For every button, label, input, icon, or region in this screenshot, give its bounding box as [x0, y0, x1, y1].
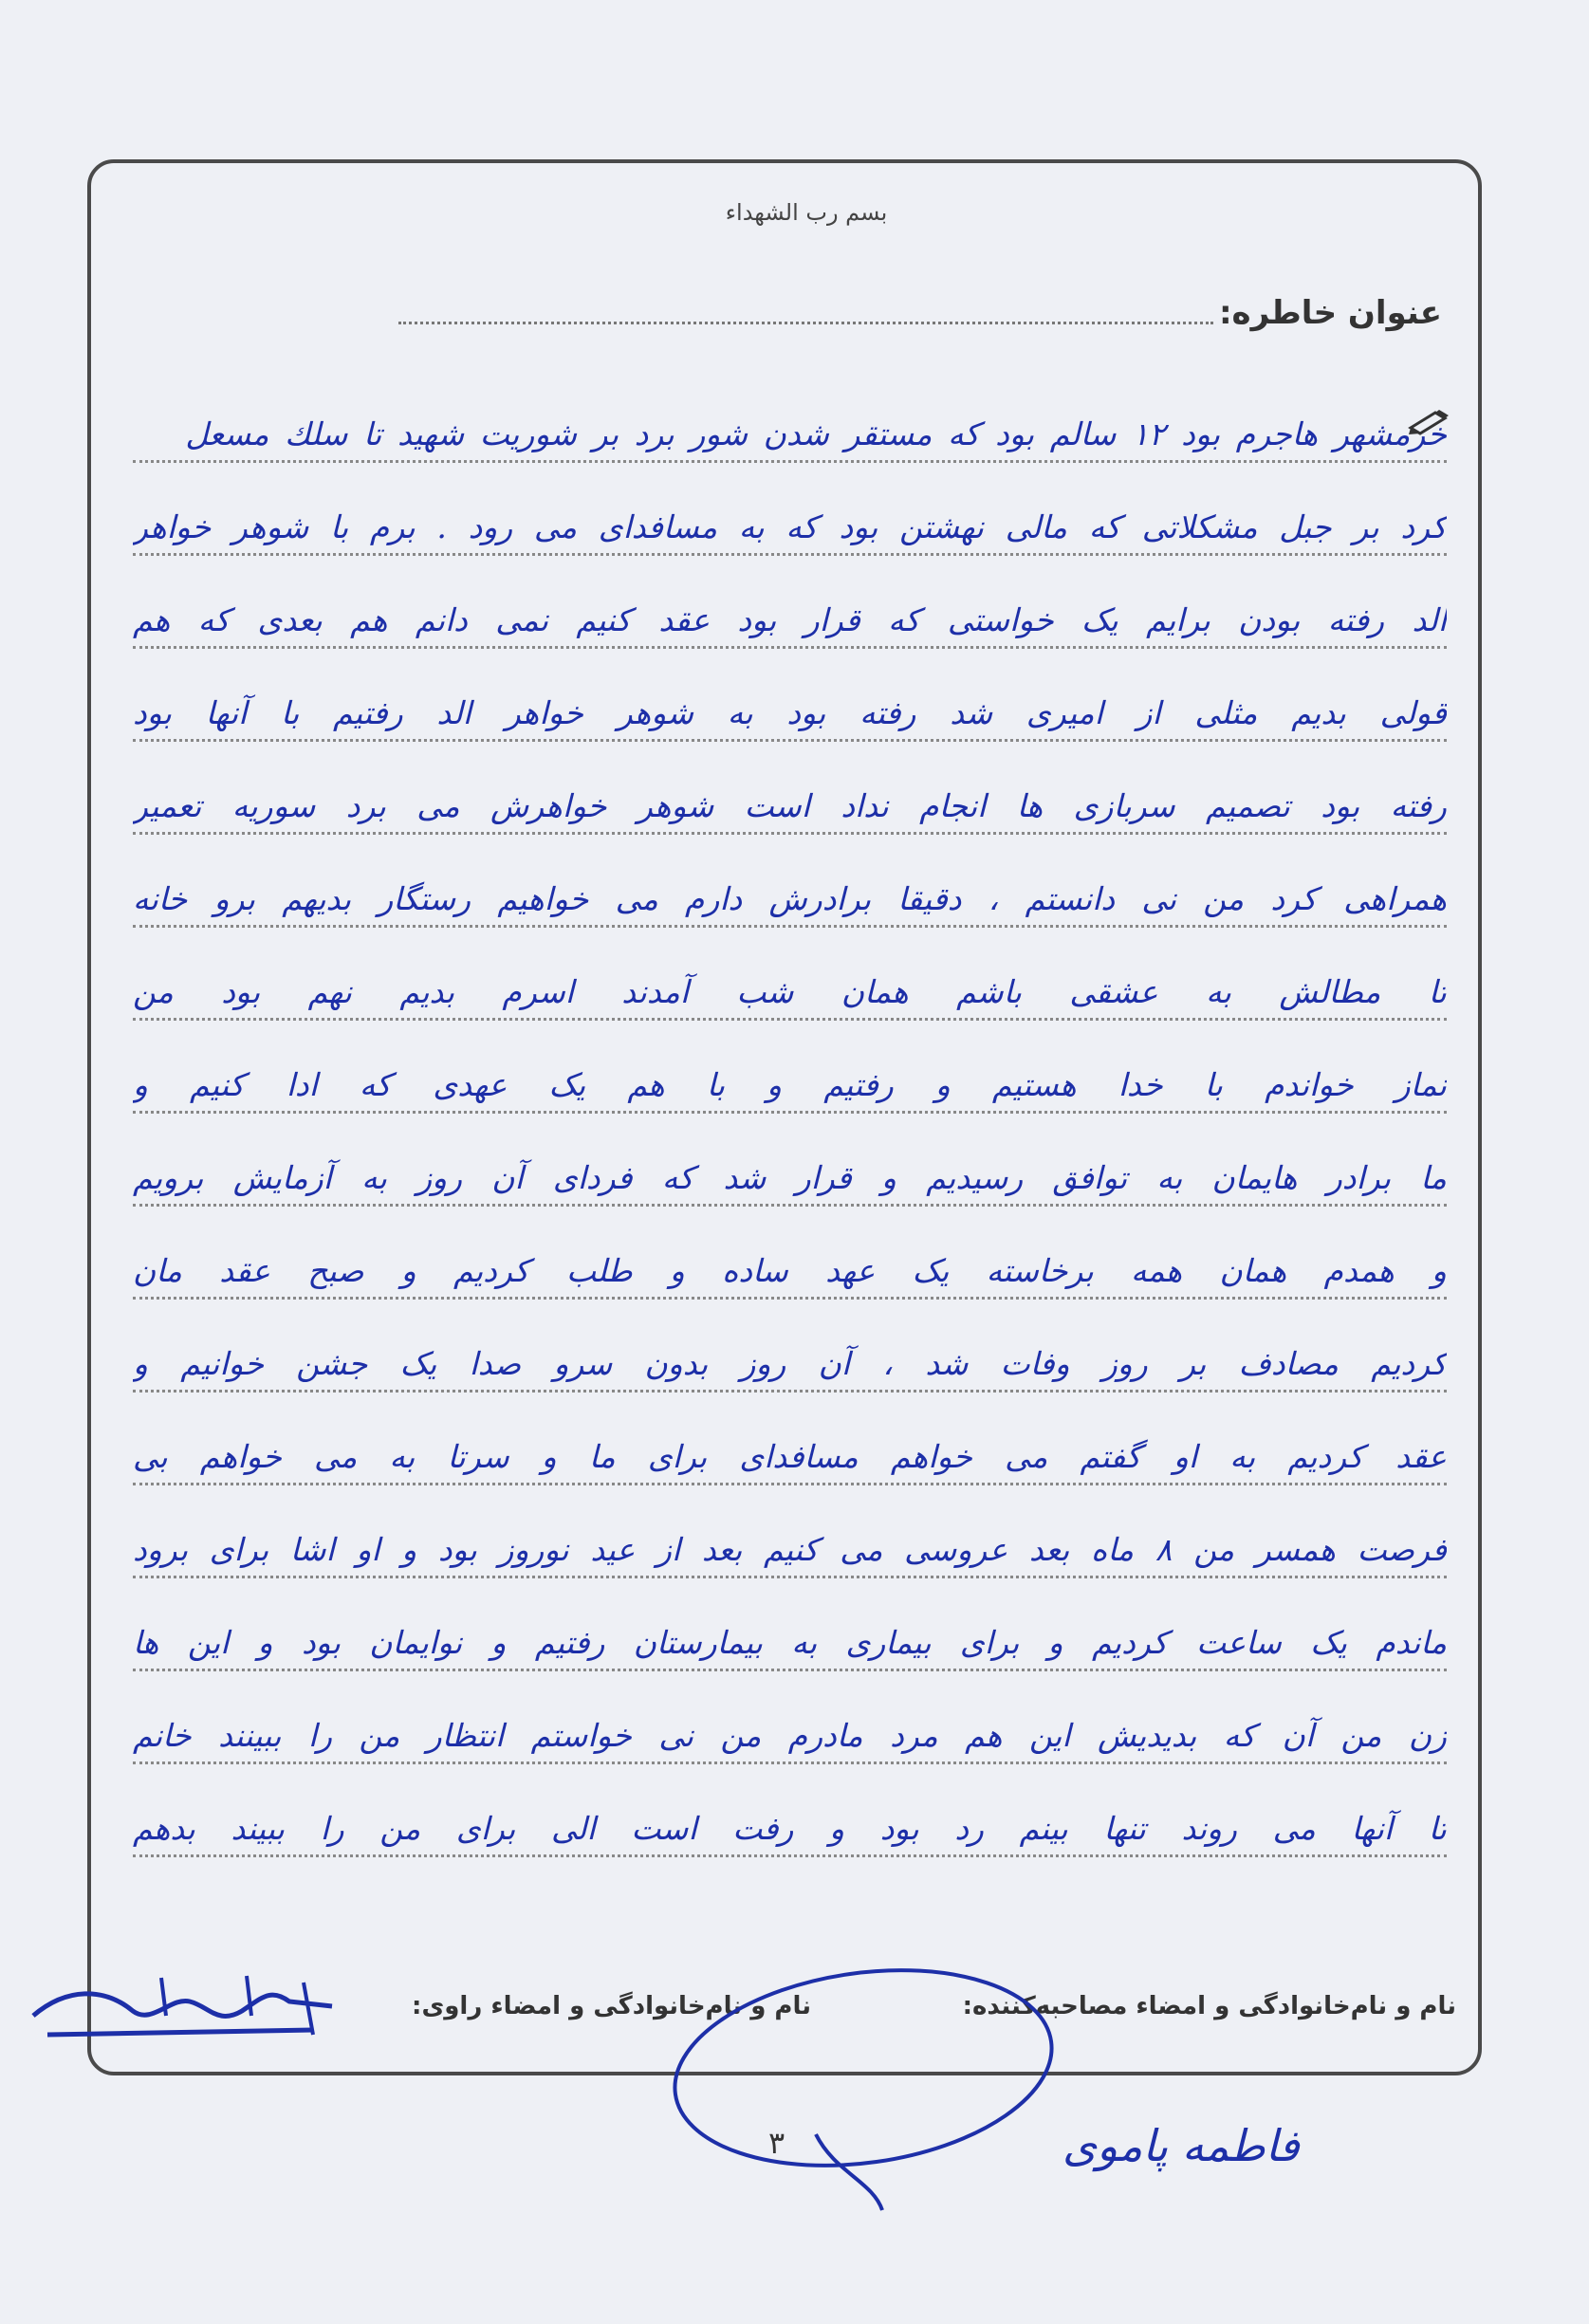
memoir-title-row	[398, 285, 1442, 332]
memoir-line	[133, 370, 1447, 463]
narrator-label: نام و نام‌خانوادگی و امضاء راوی:	[412, 1992, 811, 2020]
narrator-signature	[28, 1959, 342, 2073]
memoir-line-text: و همدم همان همه برخاسته یک عهد ساده و طلب کردیم و صبح عقد مان	[133, 1252, 1447, 1289]
memoir-line	[133, 1021, 1447, 1114]
memoir-line-text: عقد کردیم به او گفتم می خواهم مسافدای برای ما و سرتا به می خواهم بی	[133, 1438, 1447, 1475]
memoir-line-text: قولی بدیم مثلی از امیری شد رفته بود به شوهر خواهر الد رفتیم با آنها بود	[133, 694, 1447, 731]
interviewer-label: نام و نام‌خانوادگی و امضاء مصاحبه‌کننده:	[962, 1992, 1456, 2020]
memoir-line	[133, 1114, 1447, 1207]
memoir-line	[133, 1485, 1447, 1578]
memoir-line-text: تا آنها می روند تنها بینم رد بود و رفت است الی برای من را ببیند بدهم	[133, 1810, 1447, 1847]
memoir-line-text: ما برادر هایمان به توافق رسیدیم و قرار شد که فردای آن روز به آزمایش برویم	[133, 1159, 1447, 1196]
memoir-title-label: عنوان خاطره:	[1218, 294, 1442, 332]
memoir-line	[133, 1300, 1447, 1393]
memoir-line-text: ماندم یک ساعت کردیم و برای بیماری به بیمارستان رفتیم و نوایمان بود و این ها	[133, 1624, 1447, 1661]
memoir-line-text: الد رفته بودن برایم یک خواستی که قرار بود عقد کنیم نمی دانم هم بعدی که هم	[133, 601, 1447, 638]
memoir-line	[133, 463, 1447, 556]
memoir-line-text: رفته بود تصمیم سربازی ها انجام نداد است شوهر خواهرش می برد سوریه تعمیر	[133, 787, 1447, 824]
memoir-line-text: خرمشهر هاجرم بود ۱۲ سالم بود که مستقر شدن شور برد بر شوریت شهید تا سلك مسعل	[185, 415, 1447, 452]
memoir-line	[133, 649, 1447, 742]
memoir-line	[133, 835, 1447, 928]
memoir-line-text: کردیم مصادف بر روز وفات شد ، آن روز بدون سرو صدا یک جشن خوانیم و	[133, 1345, 1447, 1382]
title-dotted-line	[398, 322, 1213, 324]
memoir-line	[133, 1393, 1447, 1485]
memoir-line-text: کرد بر جبل مشکلاتی که مالی نهشتن بود که به مسافدای می رود . برم با شوهر خواهر	[133, 508, 1447, 545]
interviewer-signature	[626, 1954, 1119, 2220]
memoir-line	[133, 1764, 1447, 1857]
page-number: ۳	[768, 2125, 785, 2161]
memoir-line-text: زن من آن که بدیدیش این هم مرد مادرم من نی خواستم انتظار من را ببینند خانم	[133, 1717, 1447, 1754]
memoir-line	[133, 1207, 1447, 1300]
memoir-line	[133, 1671, 1447, 1764]
memoir-line-text: تا مطالش به عشقی باشم همان شب آمدند اسرم بدیم نهم بود من	[133, 973, 1447, 1010]
memoir-line-text: همراهی کرد من نی دانستم ، دقیقا برادرش دارم می خواهیم رستگار بدیهم برو خانه	[133, 880, 1447, 917]
memoir-line-text: نماز خواندم با خدا هستیم و رفتیم و با هم یک عهدی که ادا کنیم و	[133, 1066, 1447, 1103]
memoir-body	[133, 370, 1447, 1857]
memoir-line	[133, 556, 1447, 649]
memoir-line	[133, 1578, 1447, 1671]
basmala-heading: بسم رب الشهداء	[725, 199, 888, 226]
memoir-line	[133, 742, 1447, 835]
memoir-line-text: فرصت همسر من ۸ ماه بعد عروسی می کنیم بعد از عید نوروز بود و او اشا برای برود	[133, 1531, 1447, 1568]
interviewer-handwritten-name: فاطمه پاموی	[1062, 2120, 1300, 2171]
memoir-line	[133, 928, 1447, 1021]
